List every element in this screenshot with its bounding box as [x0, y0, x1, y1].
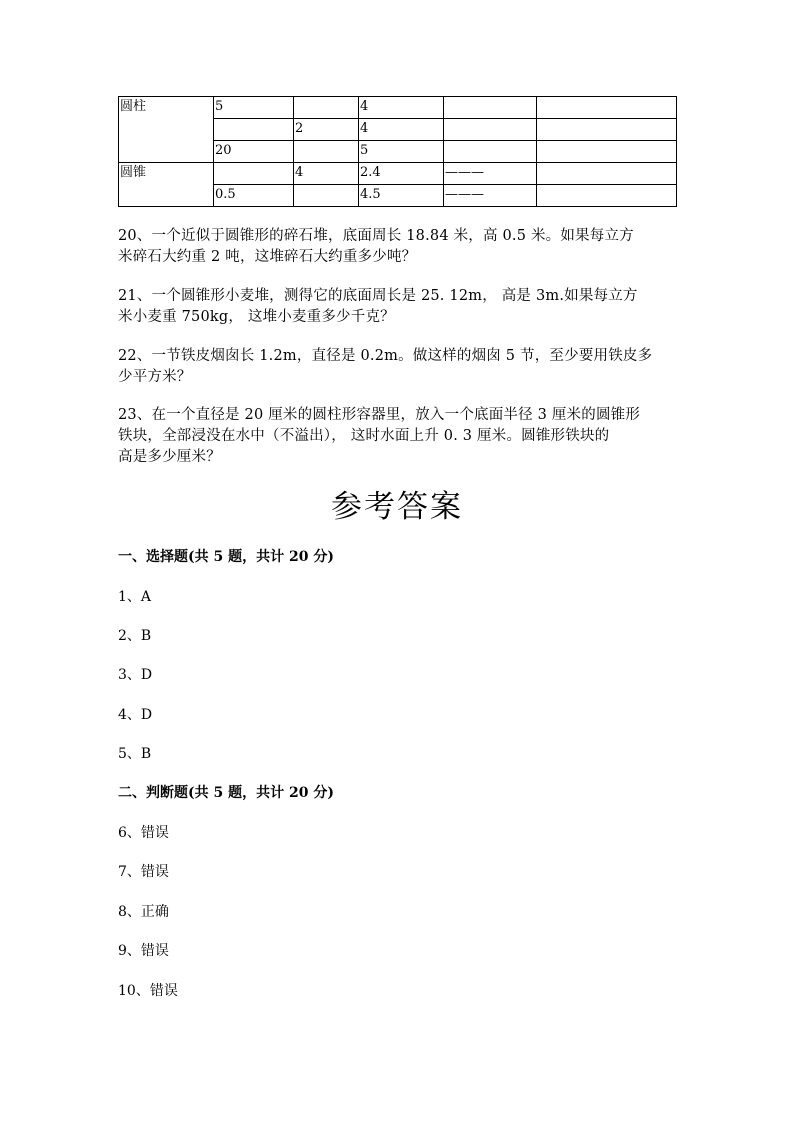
table-cell [537, 97, 677, 119]
table-cell [214, 163, 294, 185]
answer-item: 2、B [118, 628, 152, 644]
table-cell [537, 119, 677, 141]
cylinder-cone-table [118, 96, 677, 207]
table-cell: ——— [444, 185, 537, 207]
table-row [119, 163, 677, 185]
section-heading-choice: 一、选择题(共 5 题，共计 20 分) [118, 549, 334, 565]
table-cell: 2.4 [359, 163, 444, 185]
question-20 [118, 226, 678, 268]
answer-item: 3、D [118, 667, 153, 683]
answer-item: 7、错误 [118, 864, 169, 880]
question-text: 20、一个近似于圆锥形的碎石堆，底面周长 18.84 米，高 0.5 米。如果每立方 [118, 228, 634, 244]
question-22 [118, 346, 678, 388]
table-cell [294, 185, 359, 207]
question-text: 21、一个圆锥形小麦堆，测得它的底面周长是 25. 12m， 高是 3m.如果每立方 [118, 288, 638, 304]
question-23 [118, 405, 678, 468]
table-cell [537, 185, 677, 207]
table-cell: 0.5 [214, 185, 294, 207]
answer-item: 4、D [118, 707, 153, 723]
table-cell: 4.5 [359, 185, 444, 207]
table-cell-shape: 圆柱 [119, 97, 214, 163]
table-cell [214, 119, 294, 141]
table-row [119, 97, 677, 119]
answer-item: 9、错误 [118, 943, 169, 959]
table-cell [444, 141, 537, 163]
table-cell [537, 163, 677, 185]
question-text: 少平方米？ [118, 369, 192, 385]
answer-item: 6、错误 [118, 825, 169, 841]
table-cell: 2 [294, 119, 359, 141]
table-cell: ——— [444, 163, 537, 185]
answer-item: 8、正确 [118, 904, 169, 920]
table-cell: 20 [214, 141, 294, 163]
table-cell [444, 119, 537, 141]
question-21 [118, 286, 678, 328]
table-cell [537, 141, 677, 163]
section-heading-judgement: 二、判断题(共 5 题，共计 20 分) [118, 785, 334, 801]
question-text: 米小麦重 750kg， 这堆小麦重多少千克？ [118, 309, 395, 325]
table-cell [294, 141, 359, 163]
table-cell [294, 97, 359, 119]
table-cell [444, 97, 537, 119]
answer-item: 1、A [118, 589, 152, 605]
answer-key-title: 参考答案 [331, 489, 463, 525]
table-cell: 4 [359, 97, 444, 119]
question-text: 23、在一个直径是 20 厘米的圆柱形容器里，放入一个底面半径 3 厘米的圆锥形 [118, 407, 641, 423]
table-cell: 4 [294, 163, 359, 185]
answer-item: 10、错误 [118, 983, 178, 999]
question-text: 铁块，全部浸没在水中（不溢出）， 这时水面上升 0. 3 厘米。圆锥形铁块的 [118, 428, 610, 444]
table-cell: 4 [359, 119, 444, 141]
question-text: 22、一节铁皮烟囱长 1.2m，直径是 0.2m。做这样的烟囱 5 节，至少要用铁皮多 [118, 348, 653, 364]
table-cell: 5 [214, 97, 294, 119]
question-text: 高是多少厘米？ [118, 449, 221, 465]
table-cell: 5 [359, 141, 444, 163]
table-cell-shape: 圆锥 [119, 163, 214, 207]
question-text: 米碎石大约重 2 吨，这堆碎石大约重多少吨？ [118, 249, 417, 265]
answer-item: 5、B [118, 746, 152, 762]
